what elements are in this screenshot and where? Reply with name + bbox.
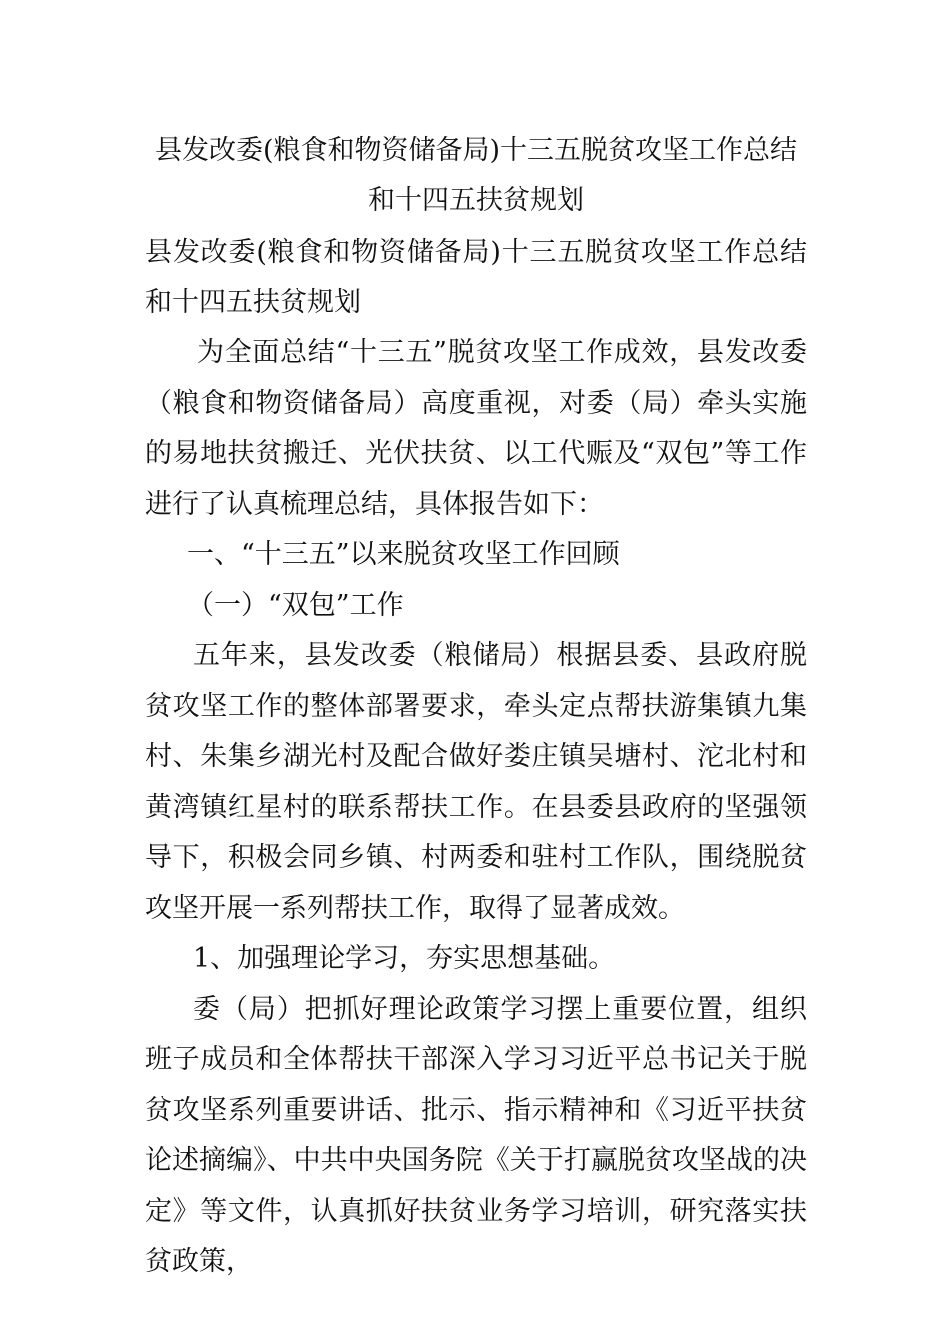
document-title: 县发改委(粮食和物资储备局)十三五脱贫攻坚工作总结和十四五扶贫规划 bbox=[154, 135, 798, 216]
body-paragraph-1: 五年来，县发改委（粮储局）根据县委、县政府脱贫攻坚工作的整体部署要求，牵头定点帮扶游集镇九集村、朱集乡湖光村及配合做好娄庄镇吴塘村、沱北村和黄湾镇红星村的联系帮扶工作。在县委县政府的坚强领导下，积极会同乡镇、村两委和驻村工作队，围绕脱贫攻坚开展一系列帮扶工作，取得了显著成效。 bbox=[145, 640, 807, 924]
document-subtitle: 县发改委(粮食和物资储备局)十三五脱贫攻坚工作总结和十四五扶贫规划 bbox=[145, 237, 807, 318]
item-heading-1: 1、加强理论学习，夯实思想基础。 bbox=[193, 943, 616, 974]
section-heading-1: 一、“十三五”以来脱贫攻坚工作回顾 bbox=[187, 539, 620, 570]
document-page bbox=[145, 126, 807, 1288]
subsection-heading-1: （一）“双包”工作 bbox=[187, 589, 404, 621]
body-paragraph-2: 委（局）把抓好理论政策学习摆上重要位置，组织班子成员和全体帮扶干部深入学习习近平总书记关于脱贫攻坚系列重要讲话、批示、指示精神和《习近平扶贫论述摘编》、中共中央国务院《关于打赢脱贫攻坚战的决定》等文件，认真抓好扶贫业务学习培训，研究落实扶贫政策， bbox=[145, 993, 807, 1277]
intro-paragraph: 为全面总结“十三五”脱贫攻坚工作成效，县发改委（粮食和物资储备局）高度重视，对委（局）牵头实施的易地扶贫搬迁、光伏扶贫、以工代赈及“双包”等工作进行了认真梳理总结，具体报告如下： bbox=[145, 337, 807, 520]
